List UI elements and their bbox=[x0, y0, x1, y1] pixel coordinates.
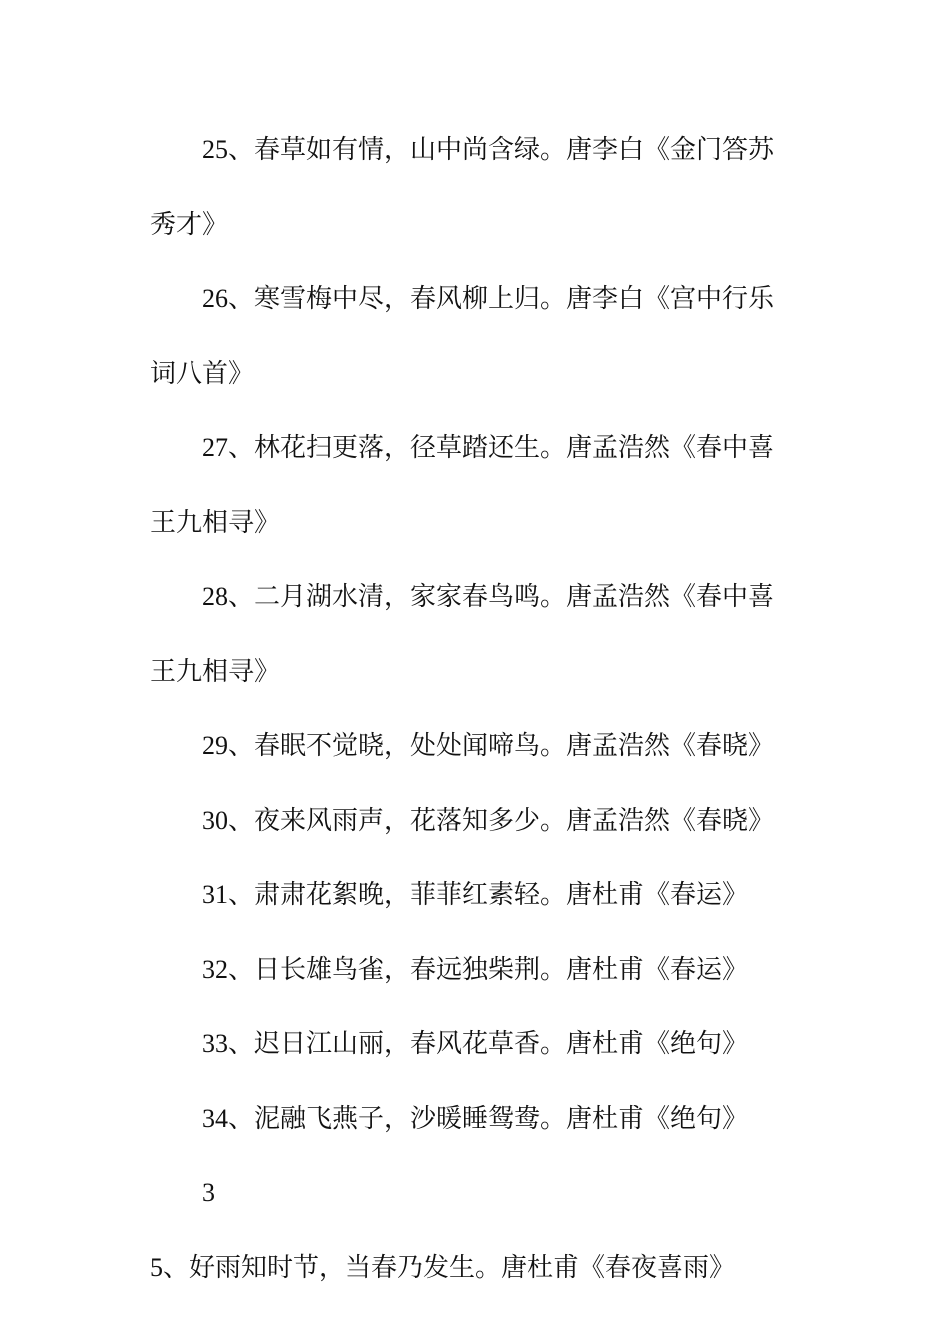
list-item bbox=[150, 1082, 790, 1157]
list-item bbox=[150, 1156, 790, 1305]
list-item bbox=[150, 784, 790, 859]
list-item bbox=[150, 933, 790, 1008]
entry-number: 32 bbox=[202, 954, 228, 984]
entry-number: 34 bbox=[202, 1103, 228, 1133]
entry-text: 、春眠不觉晓，处处闻啼鸟。唐孟浩然《春晓》 bbox=[228, 731, 775, 761]
list-item bbox=[150, 411, 790, 560]
list-item bbox=[150, 560, 790, 709]
poem-list bbox=[150, 113, 790, 1305]
entry-number: 31 bbox=[202, 880, 228, 909]
list-item bbox=[150, 113, 790, 262]
entry-text: 、夜来风雨声，花落知多少。唐孟浩然《春晓》 bbox=[228, 805, 775, 836]
entry-number: 30 bbox=[202, 805, 228, 835]
entry-text: 、二月湖水清，家家春鸟鸣。唐孟浩然《春中喜王九相寻》 bbox=[150, 582, 775, 687]
entry-number: 28 bbox=[202, 582, 228, 611]
list-item bbox=[150, 262, 790, 411]
entry-text: 、林花扫更落，径草踏还生。唐孟浩然《春中喜王九相寻》 bbox=[150, 433, 775, 538]
list-item bbox=[150, 1007, 790, 1082]
entry-number: 26 bbox=[202, 284, 228, 313]
entry-number: 35 bbox=[150, 1178, 215, 1282]
list-item bbox=[150, 709, 790, 784]
entry-number: 25 bbox=[202, 135, 228, 164]
entry-text: 、寒雪梅中尽，春风柳上归。唐李白《宫中行乐词八首》 bbox=[150, 284, 775, 389]
entry-text: 、日长雄鸟雀，春远独柴荆。唐杜甫《春运》 bbox=[228, 954, 749, 985]
entry-text: 、春草如有情，山中尚含绿。唐李白《金门答苏秀才》 bbox=[150, 135, 775, 240]
entry-text: 、肃肃花絮晚，菲菲红素轻。唐杜甫《春运》 bbox=[228, 880, 749, 910]
entry-number: 33 bbox=[202, 1029, 228, 1058]
entry-text: 、泥融飞燕子，沙暖睡鸳鸯。唐杜甫《绝句》 bbox=[228, 1103, 749, 1134]
list-item bbox=[150, 858, 790, 933]
entry-text: 、迟日江山丽，春风花草香。唐杜甫《绝句》 bbox=[228, 1029, 749, 1059]
entry-text: 、好雨知时节，当春乃发生。唐杜甫《春夜喜雨》 bbox=[163, 1252, 736, 1283]
entry-number: 29 bbox=[202, 731, 228, 760]
entry-number: 27 bbox=[202, 433, 228, 462]
